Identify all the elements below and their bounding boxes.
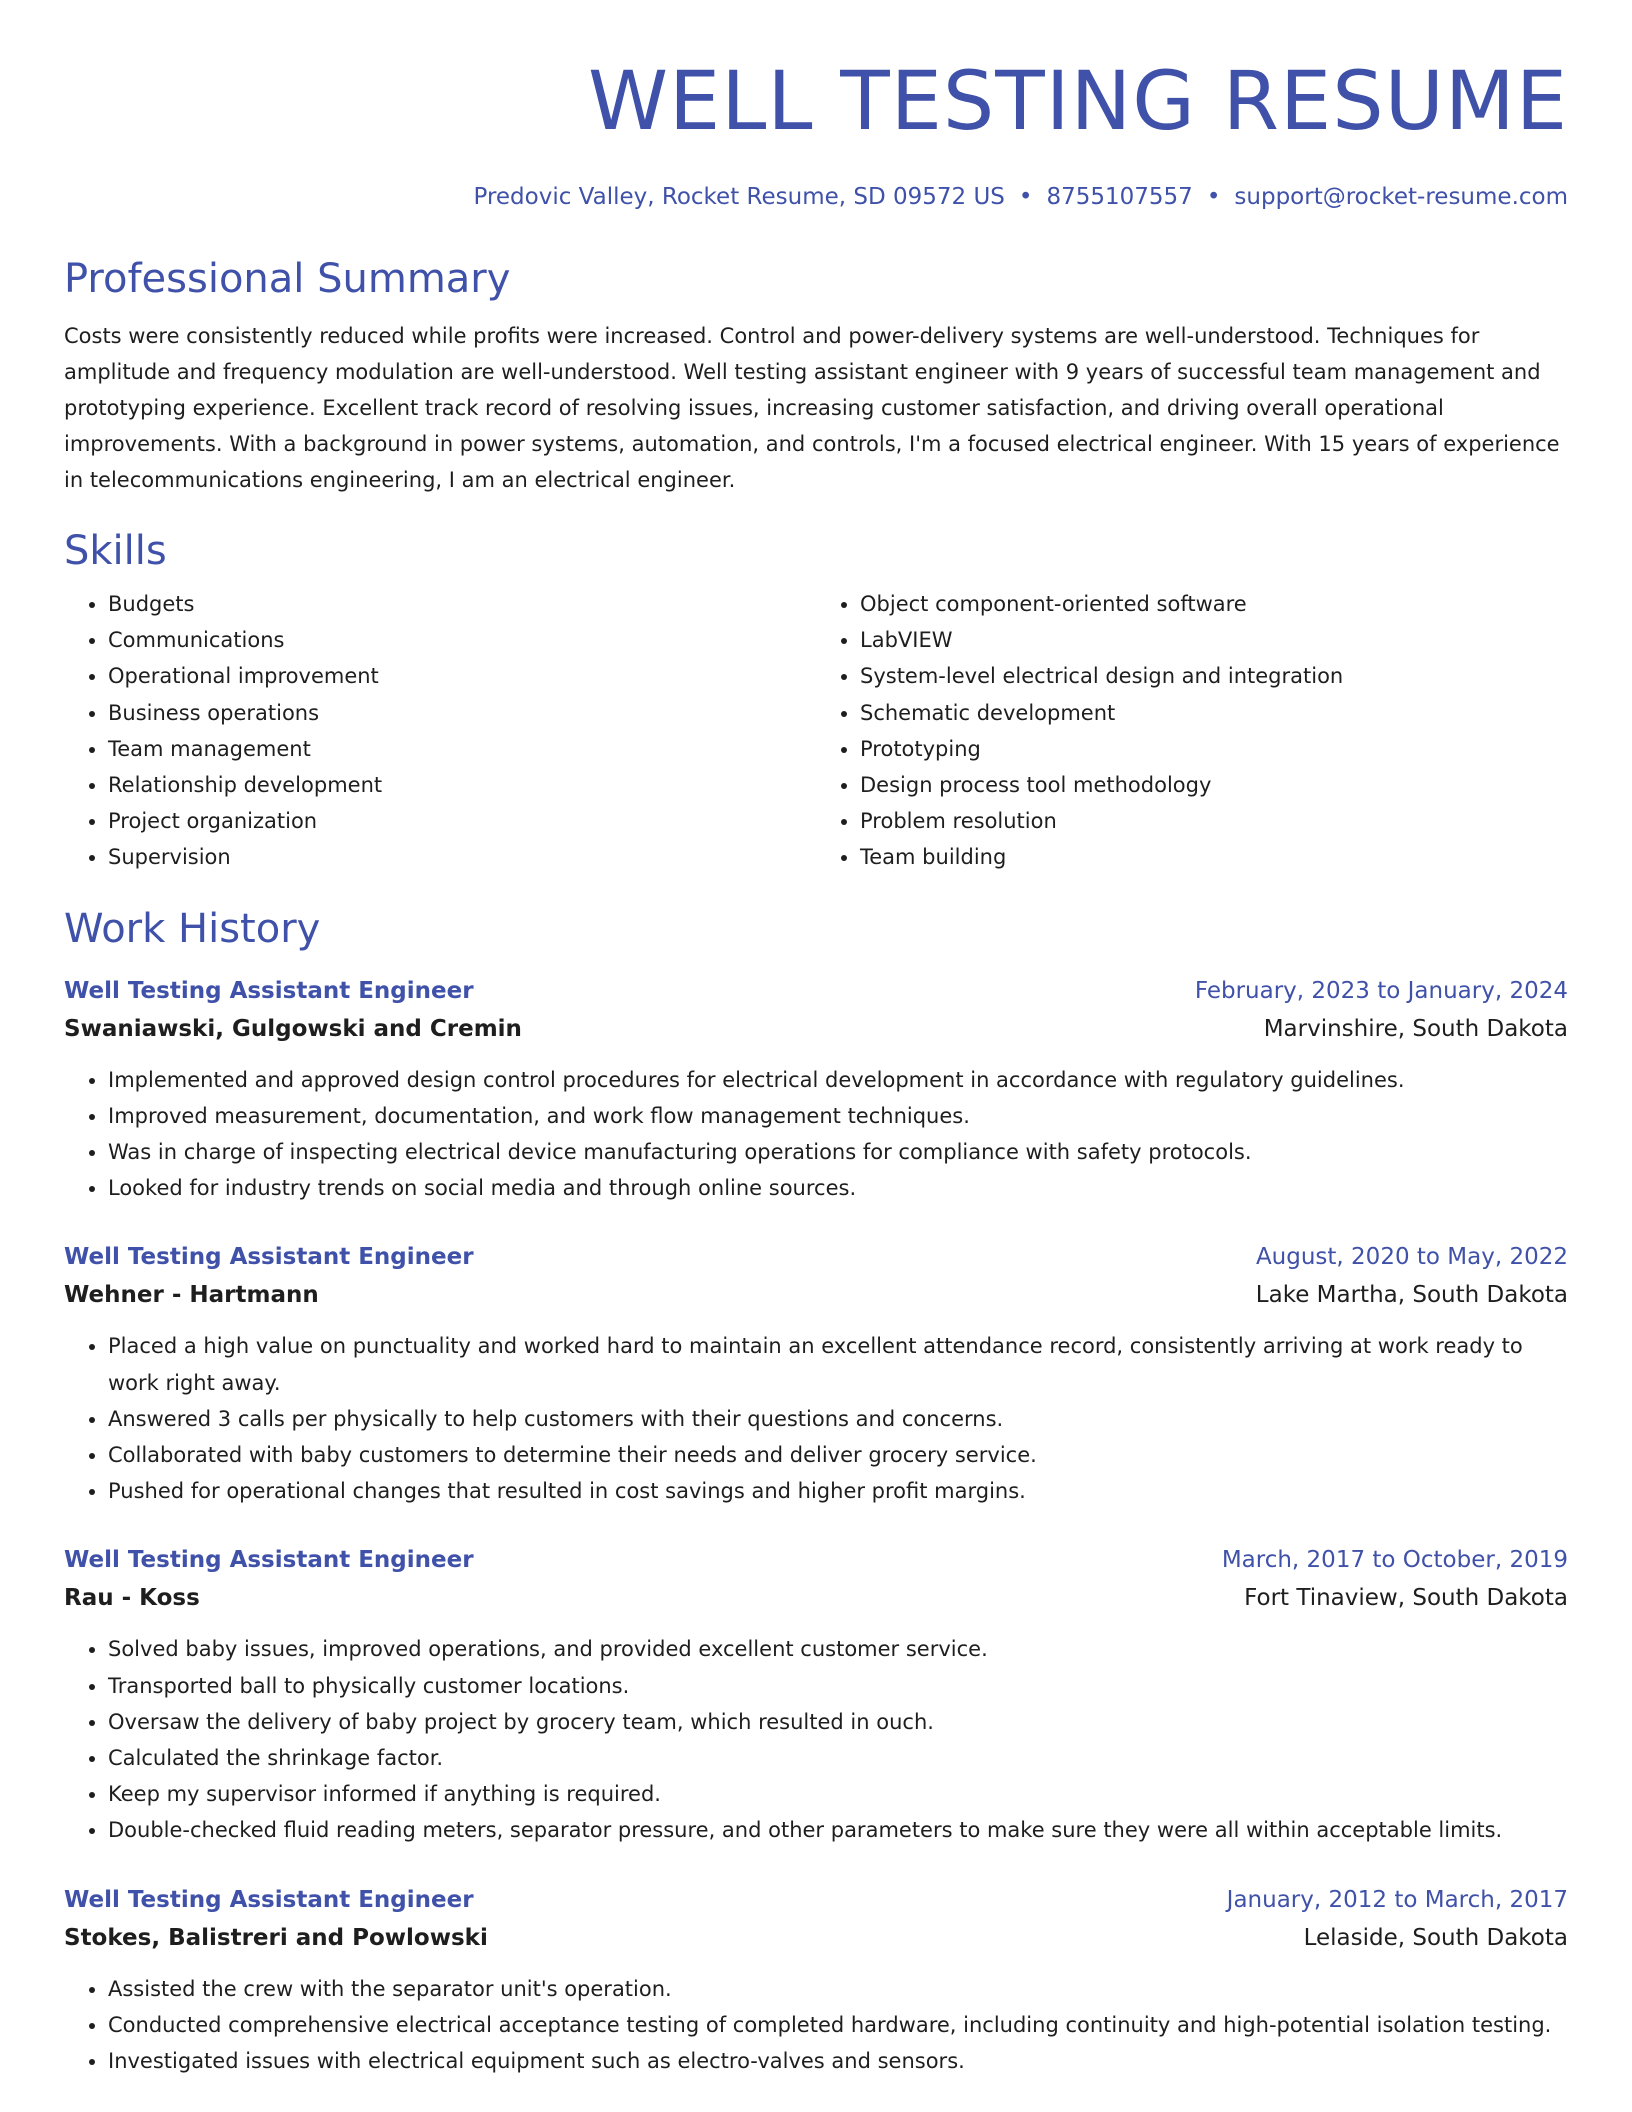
skills-heading: Skills xyxy=(64,528,167,574)
job-dates: March, 2017 to October, 2019 xyxy=(1221,1547,1568,1574)
job-dates: August, 2020 to May, 2022 xyxy=(1255,1244,1568,1271)
job-bullet: • Implemented and approved design control procedures for electrical development in accordance with regulatory guidelines. xyxy=(108,1062,1568,1098)
skills-columns xyxy=(64,586,1568,876)
job-bullet: • Transported ball to physically customer locations. xyxy=(108,1668,1568,1704)
job-bullet: • Answered 3 calls per physically to help customers with their questions and concerns. xyxy=(108,1401,1568,1437)
resume-header xyxy=(64,0,1568,212)
work-history-heading: Work History xyxy=(64,905,321,952)
skill-item: • Schematic development xyxy=(860,695,1568,731)
summary-text: Costs were consistently reduced while profits were increased. Control and power-delivery systems are well-understood. Techniques for amplitude and frequency modulation are well-understood. Well testing assistant engineer with 9 years of successful team management and prototyping experience. Excellent track record of resolving issues, increasing customer satisfaction, and driving overall operational improvements. With a background in power systems, automation, and controls, I'm a focused electrical engineer. With 15 years of experience in telecommunications engineering, I am an electrical engineer. xyxy=(64,324,1560,492)
skill-item: • Communications xyxy=(108,622,816,658)
contact-separator: • xyxy=(1018,184,1033,210)
job-bullets xyxy=(64,1328,1568,1509)
job-title: Well Testing Assistant Engineer xyxy=(64,1886,474,1913)
job-bullets xyxy=(64,1631,1568,1848)
job-location: Fort Tinaview, South Dakota xyxy=(1244,1585,1568,1612)
contact-address: Predovic Valley, Rocket Resume, SD 09572 US xyxy=(473,184,1005,210)
job-bullet: • Keep my supervisor informed if anything is required. xyxy=(108,1776,1568,1812)
contact-separator: • xyxy=(1206,184,1221,210)
skill-item: • Supervision xyxy=(108,839,816,875)
job-dates: January, 2012 to March, 2017 xyxy=(1226,1886,1568,1913)
job-company: Rau - Koss xyxy=(64,1585,200,1612)
skill-item: • Relationship development xyxy=(108,767,816,803)
job-bullet: • Investigated issues with electrical equipment such as electro-valves and sensors. xyxy=(108,2043,1568,2079)
job-title: Well Testing Assistant Engineer xyxy=(64,977,474,1004)
contact-phone: 8755107557 xyxy=(1046,184,1193,210)
job-bullet: • Was in charge of inspecting electrical device manufacturing operations for compliance with safety protocols. xyxy=(108,1134,1568,1170)
job-company: Wehner - Hartmann xyxy=(64,1282,319,1309)
skill-item: • System-level electrical design and integration xyxy=(860,658,1568,694)
job-bullet: • Collaborated with baby customers to determine their needs and deliver grocery service. xyxy=(108,1437,1568,1473)
skill-item: • LabVIEW xyxy=(860,622,1568,658)
skill-item: • Operational improvement xyxy=(108,658,816,694)
skill-item: • Object component-oriented software xyxy=(860,586,1568,622)
contact-email: support@rocket-resume.com xyxy=(1234,184,1568,210)
skill-item: • Budgets xyxy=(108,586,816,622)
resume-name: WELL TESTING RESUME xyxy=(587,55,1568,149)
job-bullet: • Calculated the shrinkage factor. xyxy=(108,1740,1568,1776)
job-bullet: • Pushed for operational changes that resulted in cost savings and higher profit margins. xyxy=(108,1473,1568,1509)
job-location: Lelaside, South Dakota xyxy=(1303,1924,1568,1951)
job-title: Well Testing Assistant Engineer xyxy=(64,1244,474,1271)
job-company: Stokes, Balistreri and Powlowski xyxy=(64,1924,488,1951)
contact-line xyxy=(64,182,1568,212)
job-bullet: • Solved baby issues, improved operations, and provided excellent customer service. xyxy=(108,1631,1568,1667)
skill-item: • Design process tool methodology xyxy=(860,767,1568,803)
skill-item: • Problem resolution xyxy=(860,803,1568,839)
job-location: Marvinshire, South Dakota xyxy=(1263,1015,1568,1042)
job-bullet: • Conducted comprehensive electrical acceptance testing of completed hardware, including continuity and high-potential isolation testing. xyxy=(108,2007,1568,2043)
skill-item: • Business operations xyxy=(108,695,816,731)
job-company: Swaniawski, Gulgowski and Cremin xyxy=(64,1015,522,1042)
job-entry xyxy=(64,1881,1568,2080)
job-bullet: • Looked for industry trends on social media and through online sources. xyxy=(108,1170,1568,1206)
skill-item: • Project organization xyxy=(108,803,816,839)
job-bullets xyxy=(64,1062,1568,1207)
skill-item: • Team management xyxy=(108,731,816,767)
summary-heading: Professional Summary xyxy=(64,256,511,302)
job-bullet: • Placed a high value on punctuality and worked hard to maintain an excellent attendance record, consistently arriving at work ready to work right away. xyxy=(108,1328,1568,1400)
job-title: Well Testing Assistant Engineer xyxy=(64,1547,474,1574)
skills-list-left xyxy=(64,586,816,876)
job-location: Lake Martha, South Dakota xyxy=(1255,1282,1568,1309)
job-dates: February, 2023 to January, 2024 xyxy=(1194,977,1568,1004)
job-entry xyxy=(64,1541,1568,1848)
job-bullet: • Double-checked fluid reading meters, separator pressure, and other parameters to make sure they were all within acceptable limits. xyxy=(108,1812,1568,1848)
skill-item: • Prototyping xyxy=(860,731,1568,767)
job-entry xyxy=(64,1238,1568,1509)
job-bullet: • Oversaw the delivery of baby project by grocery team, which resulted in ouch. xyxy=(108,1704,1568,1740)
skill-item: • Team building xyxy=(860,839,1568,875)
job-bullets xyxy=(64,1971,1568,2080)
job-bullet: • Improved measurement, documentation, and work flow management techniques. xyxy=(108,1098,1568,1134)
skills-list-right xyxy=(816,586,1568,876)
job-bullet: • Assisted the crew with the separator unit's operation. xyxy=(108,1971,1568,2007)
job-entry xyxy=(64,972,1568,1207)
